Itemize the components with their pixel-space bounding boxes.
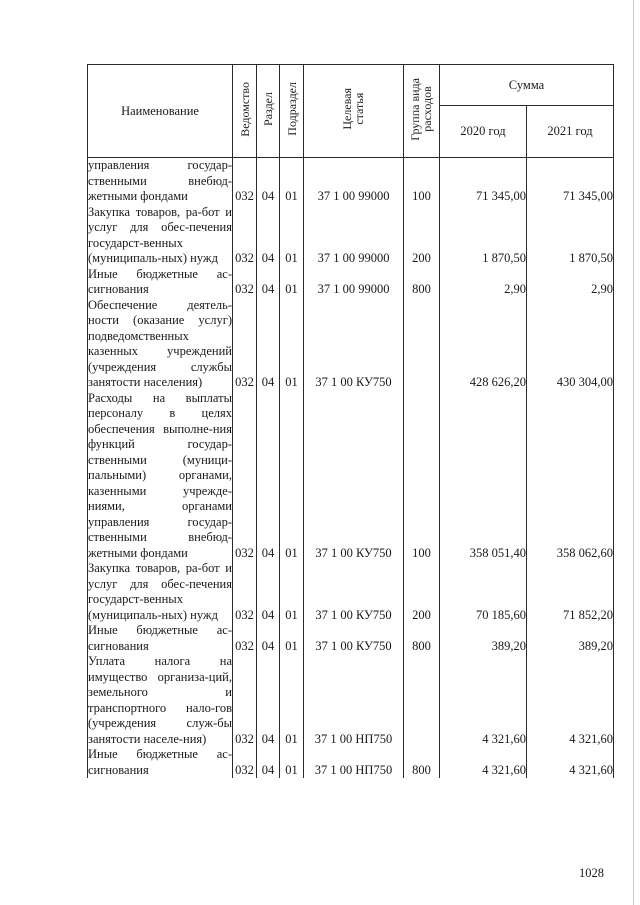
row-sum-2020: 70 185,60 bbox=[440, 561, 527, 623]
row-group bbox=[404, 654, 440, 747]
page-number: 1028 bbox=[579, 866, 604, 880]
table-row bbox=[88, 747, 614, 778]
header-section: Раздел bbox=[257, 65, 280, 158]
row-name: Иные бюджетные ас-сигнования bbox=[88, 266, 232, 296]
row-department: 032 bbox=[233, 158, 257, 205]
header-year-2021: 2021 год bbox=[527, 106, 614, 158]
table-row bbox=[88, 623, 614, 654]
row-department: 032 bbox=[233, 205, 257, 267]
table-row bbox=[88, 158, 614, 205]
row-target: 37 1 00 КУ750 bbox=[304, 298, 404, 391]
row-target: 37 1 00 КУ750 bbox=[304, 391, 404, 562]
row-sum-2021: 430 304,00 bbox=[527, 298, 614, 391]
header-department: Ведомство bbox=[233, 65, 257, 158]
row-group bbox=[404, 298, 440, 391]
row-department: 032 bbox=[233, 298, 257, 391]
row-target: 37 1 00 НП750 bbox=[304, 747, 404, 778]
row-name: Закупка товаров, ра-бот и услуг для обес-печения государст-венных (муниципаль-ных) нужд bbox=[88, 561, 232, 622]
row-subsection: 01 bbox=[280, 267, 304, 298]
row-subsection: 01 bbox=[280, 298, 304, 391]
table-row bbox=[88, 298, 614, 391]
row-group: 800 bbox=[404, 267, 440, 298]
row-department: 032 bbox=[233, 391, 257, 562]
row-subsection: 01 bbox=[280, 205, 304, 267]
row-group: 200 bbox=[404, 561, 440, 623]
row-sum-2021: 2,90 bbox=[527, 267, 614, 298]
row-section: 04 bbox=[257, 205, 280, 267]
row-section: 04 bbox=[257, 267, 280, 298]
row-group: 100 bbox=[404, 158, 440, 205]
row-sum-2021: 71 852,20 bbox=[527, 561, 614, 623]
budget-table bbox=[87, 64, 614, 778]
row-department: 032 bbox=[233, 623, 257, 654]
row-sum-2020: 389,20 bbox=[440, 623, 527, 654]
header-year-2020: 2020 год bbox=[440, 106, 527, 158]
row-name: Закупка товаров, ра-бот и услуг для обес-печения государст-венных (муниципаль-ных) нужд bbox=[88, 204, 232, 265]
row-target: 37 1 00 99000 bbox=[304, 205, 404, 267]
row-section: 04 bbox=[257, 391, 280, 562]
row-sum-2021: 71 345,00 bbox=[527, 158, 614, 205]
sheet-edge-line bbox=[633, 0, 634, 905]
row-sum-2020: 428 626,20 bbox=[440, 298, 527, 391]
row-target: 37 1 00 КУ750 bbox=[304, 561, 404, 623]
row-section: 04 bbox=[257, 561, 280, 623]
row-sum-2021: 1 870,50 bbox=[527, 205, 614, 267]
header-subsection: Подраздел bbox=[280, 65, 304, 158]
table-body bbox=[88, 158, 614, 779]
row-department: 032 bbox=[233, 561, 257, 623]
row-name: Иные бюджетные ас-сигнования bbox=[88, 747, 232, 777]
row-target: 37 1 00 КУ750 bbox=[304, 623, 404, 654]
header-name: Наименование bbox=[88, 65, 233, 158]
row-subsection: 01 bbox=[280, 561, 304, 623]
row-subsection: 01 bbox=[280, 158, 304, 205]
table-row bbox=[88, 391, 614, 562]
row-sum-2020: 4 321,60 bbox=[440, 747, 527, 778]
row-sum-2021: 4 321,60 bbox=[527, 654, 614, 747]
row-sum-2021: 358 062,60 bbox=[527, 391, 614, 562]
row-sum-2020: 71 345,00 bbox=[440, 158, 527, 205]
row-name: Уплата налога на имущество организа-ций, земельного и транспортного нало-гов (учреждения служ-бы занятости населе-ния) bbox=[88, 654, 232, 746]
row-section: 04 bbox=[257, 158, 280, 205]
row-group: 100 bbox=[404, 391, 440, 562]
row-department: 032 bbox=[233, 267, 257, 298]
row-subsection: 01 bbox=[280, 391, 304, 562]
row-section: 04 bbox=[257, 623, 280, 654]
row-sum-2020: 1 870,50 bbox=[440, 205, 527, 267]
row-section: 04 bbox=[257, 747, 280, 778]
row-subsection: 01 bbox=[280, 747, 304, 778]
row-name: Иные бюджетные ас-сигнования bbox=[88, 623, 232, 653]
header-expense-group: Группа вида расходов bbox=[404, 65, 440, 158]
row-sum-2021: 389,20 bbox=[527, 623, 614, 654]
table-row bbox=[88, 267, 614, 298]
row-section: 04 bbox=[257, 654, 280, 747]
header-sum: Сумма bbox=[440, 65, 614, 106]
row-name: управления государ-ственными внебюд-жетными фондами bbox=[88, 158, 232, 203]
row-group: 800 bbox=[404, 623, 440, 654]
row-department: 032 bbox=[233, 747, 257, 778]
row-group: 200 bbox=[404, 205, 440, 267]
row-sum-2020: 2,90 bbox=[440, 267, 527, 298]
row-sum-2020: 358 051,40 bbox=[440, 391, 527, 562]
table-row bbox=[88, 654, 614, 747]
row-target: 37 1 00 99000 bbox=[304, 267, 404, 298]
row-department: 032 bbox=[233, 654, 257, 747]
row-name: Расходы на выплаты персоналу в целях обеспечения выполне-ния функций государ-ственными (муници-пальными) органами, казенными учрежде-ниями, органами управления государ-ственными внебюд-жетными фондами bbox=[88, 390, 232, 560]
table-row bbox=[88, 561, 614, 623]
row-target: 37 1 00 НП750 bbox=[304, 654, 404, 747]
table-row bbox=[88, 205, 614, 267]
row-target: 37 1 00 99000 bbox=[304, 158, 404, 205]
header-target-article: Целевая статья bbox=[304, 65, 404, 158]
row-subsection: 01 bbox=[280, 654, 304, 747]
table-header bbox=[88, 65, 614, 158]
row-sum-2021: 4 321,60 bbox=[527, 747, 614, 778]
row-section: 04 bbox=[257, 298, 280, 391]
row-sum-2020: 4 321,60 bbox=[440, 654, 527, 747]
row-name: Обеспечение деятель-ности (оказание услуг) подведомственных казенных учреждений (учреждения службы занятости населения) bbox=[88, 297, 232, 389]
row-group: 800 bbox=[404, 747, 440, 778]
row-subsection: 01 bbox=[280, 623, 304, 654]
